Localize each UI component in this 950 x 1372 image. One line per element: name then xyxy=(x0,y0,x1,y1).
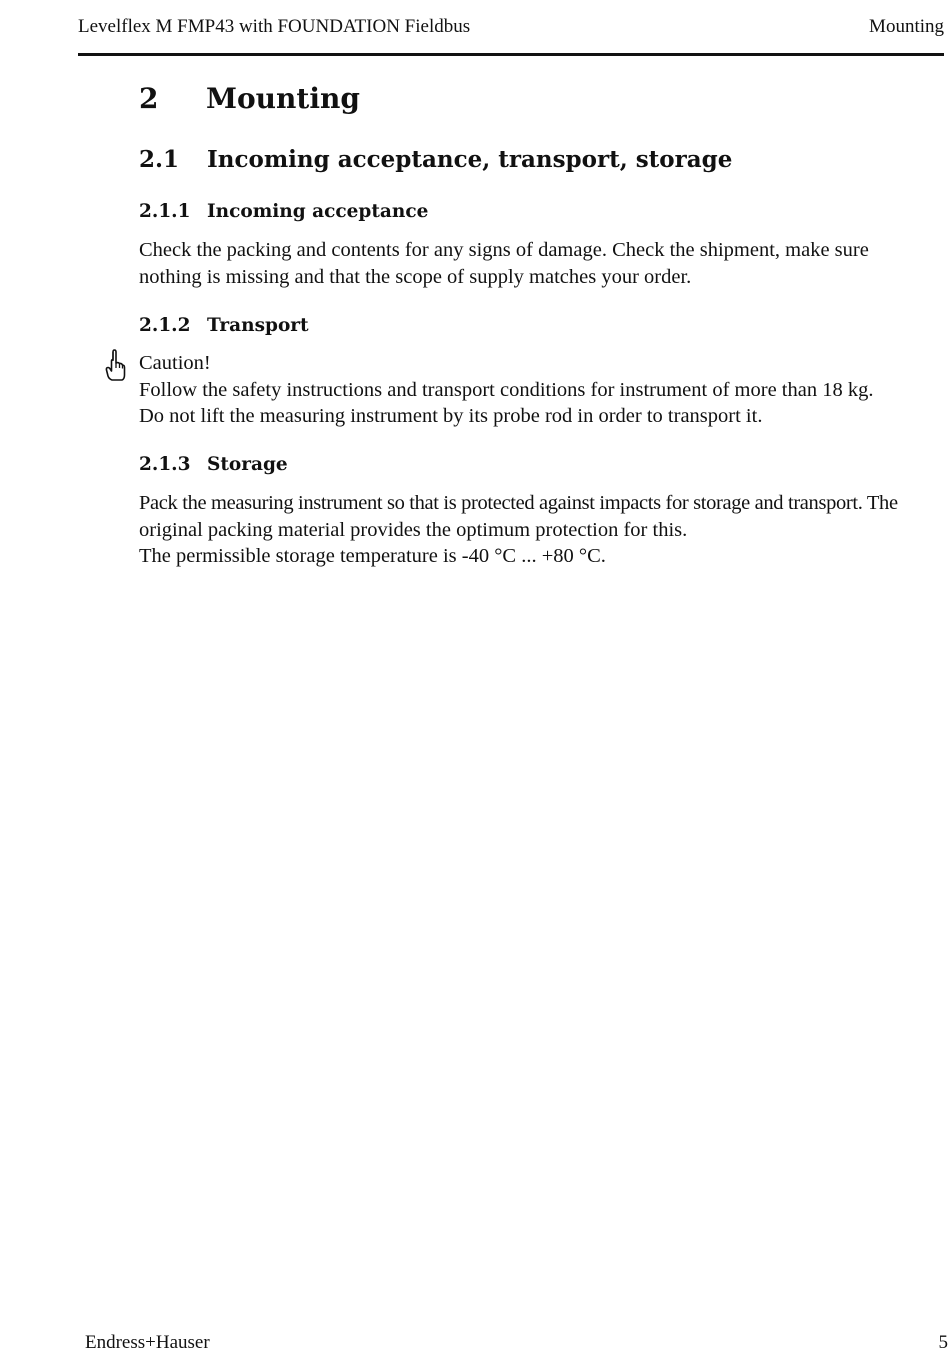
pointing-hand-icon xyxy=(104,349,126,383)
running-header-title: Levelflex M FMP43 with FOUNDATION Fieldbus xyxy=(78,16,471,37)
header-divider xyxy=(78,53,944,56)
subsection-heading-storage xyxy=(139,453,839,477)
transport-caution-note xyxy=(139,350,945,430)
storage-paragraph xyxy=(139,490,945,570)
paragraph-line: Follow the safety instructions and transport conditions for instrument of more than 18 kg. xyxy=(139,378,874,401)
page-number: 5 xyxy=(938,1332,948,1353)
caution-label: Caution! xyxy=(139,352,211,374)
chapter-title: Mounting xyxy=(206,82,360,115)
paragraph-line: Pack the measuring instrument so that is protected against impacts for storage and transport. The xyxy=(139,492,898,514)
chapter-heading xyxy=(139,82,839,116)
subsection-heading-incoming-acceptance xyxy=(139,200,839,224)
subsection-number: 2.1.3 xyxy=(139,454,191,475)
subsection-title: Storage xyxy=(207,454,288,475)
chapter-number: 2 xyxy=(139,82,159,115)
running-header-section: Mounting xyxy=(869,16,944,37)
subsection-number: 2.1.1 xyxy=(139,201,191,222)
paragraph-line: Do not lift the measuring instrument by its probe rod in order to transport it. xyxy=(139,405,763,427)
section-heading xyxy=(139,146,839,174)
section-number: 2.1 xyxy=(139,146,180,173)
subsection-number: 2.1.2 xyxy=(139,315,191,336)
subsection-title: Transport xyxy=(207,315,309,336)
paragraph-line: Check the packing and contents for any signs of damage. Check the shipment, make sure xyxy=(139,239,869,261)
footer-publisher: Endress+Hauser xyxy=(85,1332,210,1353)
incoming-acceptance-paragraph xyxy=(139,237,945,290)
subsection-heading-transport xyxy=(139,314,839,338)
paragraph-line: The permissible storage temperature is -40 °C ... +80 °C. xyxy=(139,545,606,567)
subsection-title: Incoming acceptance xyxy=(207,201,429,222)
paragraph-line: nothing is missing and that the scope of supply matches your order. xyxy=(139,265,692,288)
section-title: Incoming acceptance, transport, storage xyxy=(207,146,733,173)
paragraph-line: original packing material provides the optimum protection for this. xyxy=(139,518,688,541)
